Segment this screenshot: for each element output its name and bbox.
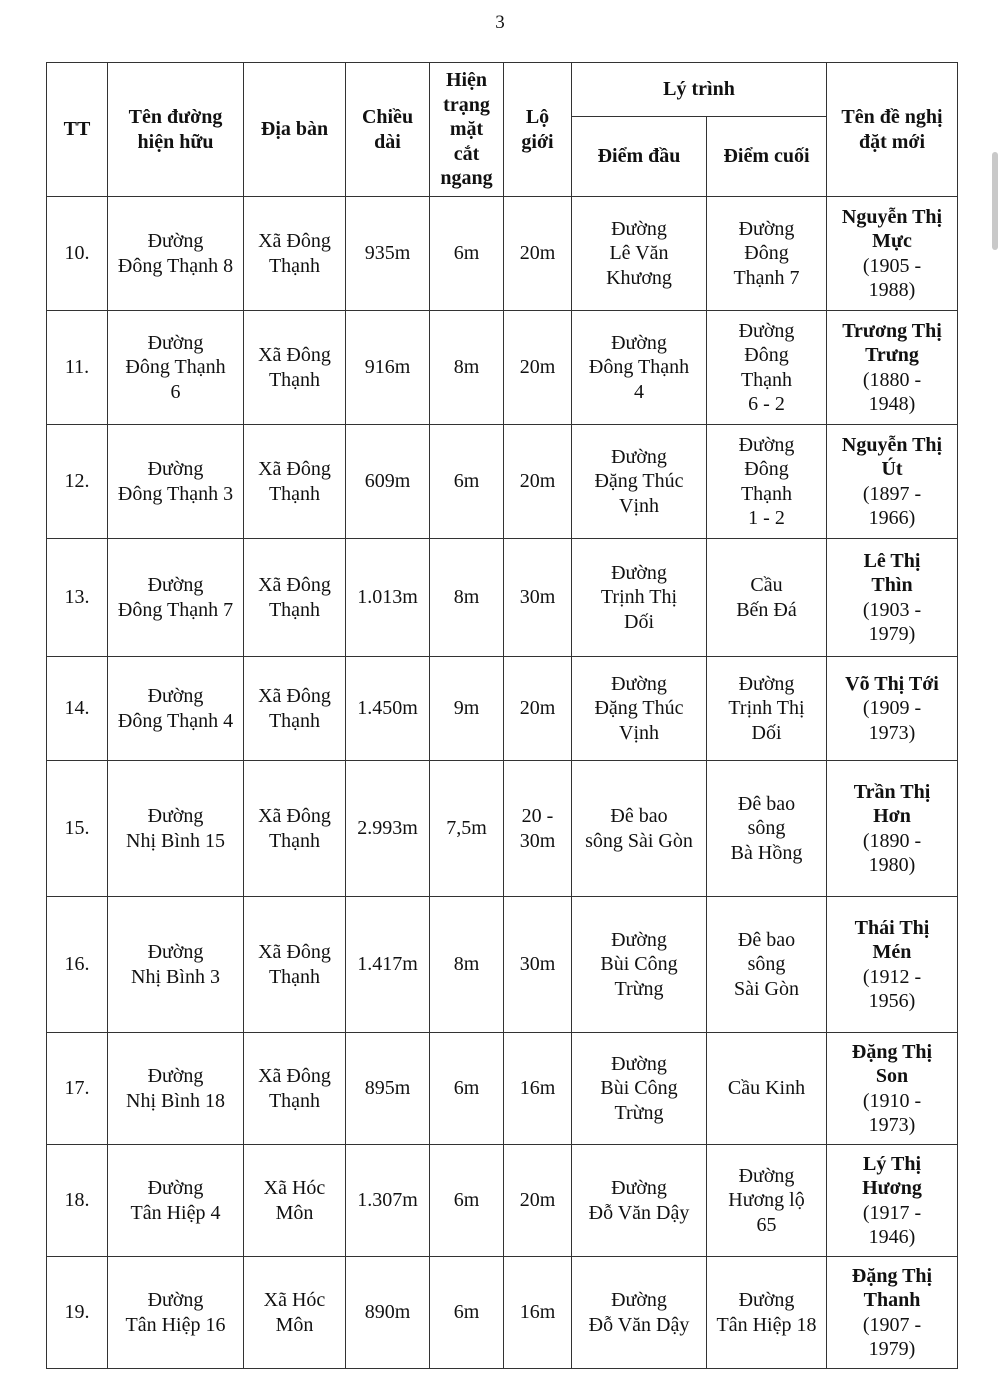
scrollbar-thumb[interactable] — [992, 152, 998, 250]
table-row — [47, 425, 958, 539]
table-row — [47, 197, 958, 311]
start-point-cell: Đường Bùi Công Trừng — [572, 897, 707, 1033]
area-cell: Xã Hóc Môn — [244, 1145, 346, 1257]
end-point-cell: Đường Đông Thạnh 6 - 2 — [707, 311, 827, 425]
end-point-cell: Cầu Kinh — [707, 1033, 827, 1145]
area-cell: Xã Đông Thạnh — [244, 311, 346, 425]
start-point-cell: Đường Lê Văn Khương — [572, 197, 707, 311]
table-row — [47, 761, 958, 897]
proposed-name: Trần Thị Hơn — [853, 780, 931, 827]
proposed-years: (1897 - 1966) — [862, 482, 922, 529]
proposed-name: Nguyễn Thị Út — [841, 433, 943, 480]
area-cell: Xã Hóc Môn — [244, 1257, 346, 1369]
cross-section-cell: 6m — [430, 197, 504, 311]
header-road-boundary: Lộ giới — [504, 63, 572, 197]
road-boundary-cell: 16m — [504, 1033, 572, 1145]
row-number: 12. — [47, 425, 108, 539]
cross-section-cell: 7,5m — [430, 761, 504, 897]
existing-name-cell: Đường Đông Thạnh 8 — [108, 197, 244, 311]
proposed-name-cell — [827, 1033, 958, 1145]
table-row — [47, 1033, 958, 1145]
table-row — [47, 897, 958, 1033]
proposed-years: (1910 - 1973) — [862, 1089, 922, 1136]
proposed-name: Thái Thị Mén — [854, 916, 930, 963]
end-point-cell: Đê bao sông Bà Hồng — [707, 761, 827, 897]
proposed-name-cell — [827, 761, 958, 897]
row-number: 11. — [47, 311, 108, 425]
proposed-name-cell — [827, 657, 958, 761]
cross-section-cell: 8m — [430, 897, 504, 1033]
proposed-years: (1909 - 1973) — [862, 697, 922, 744]
existing-name-cell: Đường Đông Thạnh 3 — [108, 425, 244, 539]
existing-name-cell: Đường Tân Hiệp 4 — [108, 1145, 244, 1257]
cross-section-cell: 6m — [430, 1145, 504, 1257]
header-start-point: Điểm đầu — [572, 117, 707, 197]
road-boundary-cell: 20m — [504, 197, 572, 311]
proposed-name: Lê Thị Thìn — [863, 549, 921, 596]
length-cell: 1.450m — [346, 657, 430, 761]
header-length: Chiều dài — [346, 63, 430, 197]
table-row — [47, 657, 958, 761]
proposed-years: (1890 - 1980) — [862, 829, 922, 876]
row-number: 14. — [47, 657, 108, 761]
end-point-cell: Đường Đông Thạnh 7 — [707, 197, 827, 311]
start-point-cell: Đường Đông Thạnh 4 — [572, 311, 707, 425]
proposed-name-cell — [827, 425, 958, 539]
existing-name-cell: Đường Đông Thạnh 4 — [108, 657, 244, 761]
road-boundary-cell: 30m — [504, 539, 572, 657]
start-point-cell: Đường Đặng Thúc Vịnh — [572, 657, 707, 761]
row-number: 17. — [47, 1033, 108, 1145]
length-cell: 890m — [346, 1257, 430, 1369]
end-point-cell: Đường Hương lộ 65 — [707, 1145, 827, 1257]
existing-name-cell: Đường Đông Thạnh 7 — [108, 539, 244, 657]
table-row — [47, 311, 958, 425]
area-cell: Xã Đông Thạnh — [244, 425, 346, 539]
end-point-cell: Đường Trịnh Thị Dối — [707, 657, 827, 761]
header-proposed-name: Tên đề nghị đặt mới — [827, 63, 958, 197]
proposed-name: Đặng Thị Son — [851, 1040, 933, 1087]
start-point-cell: Đường Bùi Công Trừng — [572, 1033, 707, 1145]
length-cell: 916m — [346, 311, 430, 425]
road-boundary-cell: 30m — [504, 897, 572, 1033]
start-point-cell: Đường Đỗ Văn Dậy — [572, 1257, 707, 1369]
area-cell: Xã Đông Thạnh — [244, 897, 346, 1033]
proposed-name: Lý Thị Hương — [862, 1152, 922, 1199]
cross-section-cell: 6m — [430, 1033, 504, 1145]
cross-section-cell: 8m — [430, 539, 504, 657]
length-cell: 2.993m — [346, 761, 430, 897]
row-number: 10. — [47, 197, 108, 311]
header-existing-name: Tên đường hiện hữu — [108, 63, 244, 197]
length-cell: 1.307m — [346, 1145, 430, 1257]
end-point-cell: Đường Tân Hiệp 18 — [707, 1257, 827, 1369]
proposed-name-cell — [827, 897, 958, 1033]
table-row — [47, 539, 958, 657]
proposed-name-cell — [827, 1145, 958, 1257]
proposed-years: (1917 - 1946) — [862, 1201, 922, 1248]
road-boundary-cell: 20m — [504, 657, 572, 761]
proposed-name-cell — [827, 1257, 958, 1369]
length-cell: 1.417m — [346, 897, 430, 1033]
page-number: 3 — [495, 12, 505, 33]
length-cell: 895m — [346, 1033, 430, 1145]
header-area: Địa bàn — [244, 63, 346, 197]
road-boundary-cell: 20m — [504, 1145, 572, 1257]
proposed-years: (1905 - 1988) — [862, 254, 922, 301]
header-route: Lý trình — [572, 63, 827, 117]
existing-name-cell: Đường Nhị Bình 3 — [108, 897, 244, 1033]
row-number: 19. — [47, 1257, 108, 1369]
proposed-name-cell — [827, 539, 958, 657]
start-point-cell: Đường Trịnh Thị Dối — [572, 539, 707, 657]
area-cell: Xã Đông Thạnh — [244, 539, 346, 657]
proposed-years: (1907 - 1979) — [862, 1313, 922, 1360]
row-number: 15. — [47, 761, 108, 897]
existing-name-cell: Đường Nhị Bình 18 — [108, 1033, 244, 1145]
area-cell: Xã Đông Thạnh — [244, 197, 346, 311]
length-cell: 935m — [346, 197, 430, 311]
header-cross-section: Hiện trạng mặt cắt ngang — [430, 63, 504, 197]
area-cell: Xã Đông Thạnh — [244, 1033, 346, 1145]
length-cell: 1.013m — [346, 539, 430, 657]
existing-name-cell: Đường Nhị Bình 15 — [108, 761, 244, 897]
end-point-cell: Đê bao sông Sài Gòn — [707, 897, 827, 1033]
proposed-name-cell — [827, 311, 958, 425]
proposed-years: (1912 - 1956) — [862, 965, 922, 1012]
header-end-point: Điểm cuối — [707, 117, 827, 197]
start-point-cell: Đường Đỗ Văn Dậy — [572, 1145, 707, 1257]
proposed-years: (1880 - 1948) — [862, 368, 922, 415]
table-row — [47, 1257, 958, 1369]
area-cell: Xã Đông Thạnh — [244, 761, 346, 897]
end-point-cell: Cầu Bến Đá — [707, 539, 827, 657]
start-point-cell: Đường Đặng Thúc Vịnh — [572, 425, 707, 539]
proposed-years: (1903 - 1979) — [862, 598, 922, 645]
road-boundary-cell: 20m — [504, 311, 572, 425]
start-point-cell: Đê bao sông Sài Gòn — [572, 761, 707, 897]
road-boundary-cell: 20 - 30m — [504, 761, 572, 897]
cross-section-cell: 8m — [430, 311, 504, 425]
proposed-name: Võ Thị Tới — [845, 672, 939, 695]
row-number: 16. — [47, 897, 108, 1033]
row-number: 18. — [47, 1145, 108, 1257]
end-point-cell: Đường Đông Thạnh 1 - 2 — [707, 425, 827, 539]
cross-section-cell: 6m — [430, 425, 504, 539]
proposed-name: Trương Thị Trưng — [842, 319, 942, 366]
road-boundary-cell: 20m — [504, 425, 572, 539]
table-row — [47, 1145, 958, 1257]
proposed-name: Nguyễn Thị Mực — [841, 205, 943, 252]
existing-name-cell: Đường Đông Thạnh 6 — [108, 311, 244, 425]
road-boundary-cell: 16m — [504, 1257, 572, 1369]
row-number: 13. — [47, 539, 108, 657]
street-naming-table — [46, 62, 958, 1369]
proposed-name-cell — [827, 197, 958, 311]
area-cell: Xã Đông Thạnh — [244, 657, 346, 761]
cross-section-cell: 9m — [430, 657, 504, 761]
cross-section-cell: 6m — [430, 1257, 504, 1369]
length-cell: 609m — [346, 425, 430, 539]
proposed-name: Đặng Thị Thanh — [851, 1264, 933, 1311]
header-tt: TT — [47, 63, 108, 197]
existing-name-cell: Đường Tân Hiệp 16 — [108, 1257, 244, 1369]
